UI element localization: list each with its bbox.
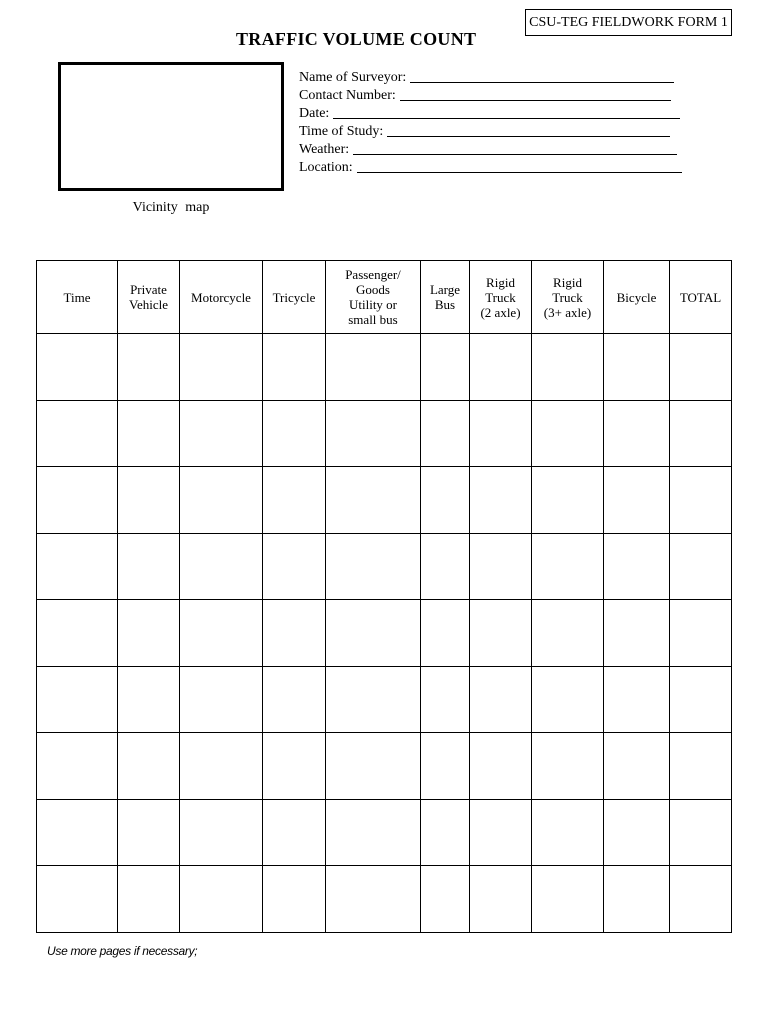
cell-bicycle[interactable] [604,799,670,866]
cell-motorcycle[interactable] [180,600,263,667]
cell-passenger-goods-utility[interactable] [326,600,421,667]
cell-total[interactable] [670,866,732,933]
cell-rigid-truck-2-axle[interactable] [470,600,532,667]
cell-bicycle[interactable] [604,400,670,467]
column-header-rigid-truck-3-axle: Rigid Truck (3+ axle) [532,261,604,334]
table-body [37,334,732,933]
cell-time[interactable] [37,600,118,667]
cell-rigid-truck-2-axle[interactable] [470,334,532,401]
cell-tricycle[interactable] [263,334,326,401]
cell-time[interactable] [37,533,118,600]
cell-large-bus[interactable] [421,666,470,733]
table-row [37,600,732,667]
cell-total[interactable] [670,533,732,600]
cell-tricycle[interactable] [263,666,326,733]
cell-passenger-goods-utility[interactable] [326,733,421,800]
cell-rigid-truck-3-axle[interactable] [532,733,604,800]
cell-tricycle[interactable] [263,467,326,534]
table-row [37,467,732,534]
cell-large-bus[interactable] [421,533,470,600]
surveyor-name-field[interactable] [410,82,674,83]
cell-large-bus[interactable] [421,866,470,933]
cell-rigid-truck-2-axle[interactable] [470,400,532,467]
cell-private-vehicle[interactable] [118,334,180,401]
cell-total[interactable] [670,666,732,733]
cell-bicycle[interactable] [604,467,670,534]
location-label: Location: [299,160,353,175]
cell-rigid-truck-2-axle[interactable] [470,666,532,733]
cell-total[interactable] [670,334,732,401]
cell-private-vehicle[interactable] [118,400,180,467]
table-row [37,400,732,467]
cell-large-bus[interactable] [421,400,470,467]
cell-passenger-goods-utility[interactable] [326,799,421,866]
table-row [37,533,732,600]
cell-large-bus[interactable] [421,600,470,667]
weather-field[interactable] [353,154,677,155]
cell-private-vehicle[interactable] [118,733,180,800]
cell-rigid-truck-3-axle[interactable] [532,400,604,467]
cell-total[interactable] [670,799,732,866]
cell-private-vehicle[interactable] [118,666,180,733]
column-header-tricycle: Tricycle [263,261,326,334]
time-of-study-field[interactable] [387,136,670,137]
table-row [37,866,732,933]
cell-rigid-truck-3-axle[interactable] [532,334,604,401]
cell-bicycle[interactable] [604,666,670,733]
cell-motorcycle[interactable] [180,866,263,933]
cell-total[interactable] [670,467,732,534]
cell-passenger-goods-utility[interactable] [326,866,421,933]
cell-total[interactable] [670,600,732,667]
table-row [37,666,732,733]
cell-tricycle[interactable] [263,400,326,467]
location-row [299,158,689,176]
traffic-count-table [36,260,732,933]
cell-tricycle[interactable] [263,600,326,667]
date-field[interactable] [333,118,680,119]
weather-row [299,140,689,158]
date-label: Date: [299,106,330,121]
cell-large-bus[interactable] [421,334,470,401]
cell-private-vehicle[interactable] [118,533,180,600]
cell-passenger-goods-utility[interactable] [326,533,421,600]
weather-label: Weather: [299,142,350,157]
column-header-motorcycle: Motorcycle [180,261,263,334]
cell-motorcycle[interactable] [180,733,263,800]
cell-tricycle[interactable] [263,733,326,800]
cell-rigid-truck-3-axle[interactable] [532,533,604,600]
column-header-bicycle: Bicycle [604,261,670,334]
table-row [37,799,732,866]
cell-large-bus[interactable] [421,467,470,534]
time-of-study-row [299,122,689,140]
cell-bicycle[interactable] [604,866,670,933]
column-header-time: Time [37,261,118,334]
cell-private-vehicle[interactable] [118,467,180,534]
cell-motorcycle[interactable] [180,334,263,401]
cell-private-vehicle[interactable] [118,866,180,933]
cell-rigid-truck-2-axle[interactable] [470,533,532,600]
time-of-study-label: Time of Study: [299,124,384,139]
cell-tricycle[interactable] [263,866,326,933]
cell-passenger-goods-utility[interactable] [326,666,421,733]
cell-tricycle[interactable] [263,799,326,866]
surveyor-name-row [299,68,689,86]
cell-passenger-goods-utility[interactable] [326,400,421,467]
cell-private-vehicle[interactable] [118,799,180,866]
column-header-passenger-goods-utility: Passenger/ Goods Utility or small bus [326,261,421,334]
cell-time[interactable] [37,799,118,866]
cell-bicycle[interactable] [604,733,670,800]
cell-time[interactable] [37,400,118,467]
cell-rigid-truck-2-axle[interactable] [470,866,532,933]
contact-number-label: Contact Number: [299,88,396,103]
cell-passenger-goods-utility[interactable] [326,467,421,534]
cell-rigid-truck-2-axle[interactable] [470,733,532,800]
cell-rigid-truck-3-axle[interactable] [532,666,604,733]
cell-rigid-truck-3-axle[interactable] [532,866,604,933]
date-row [299,104,689,122]
cell-tricycle[interactable] [263,533,326,600]
table-row [37,733,732,800]
contact-number-row [299,86,689,104]
cell-rigid-truck-3-axle[interactable] [532,799,604,866]
table-header-row [37,261,732,334]
page-title: TRAFFIC VOLUME COUNT [236,29,477,49]
column-header-total: TOTAL [670,261,732,334]
cell-rigid-truck-3-axle[interactable] [532,467,604,534]
contact-number-field[interactable] [400,100,671,101]
cell-motorcycle[interactable] [180,400,263,467]
cell-bicycle[interactable] [604,533,670,600]
cell-total[interactable] [670,400,732,467]
cell-time[interactable] [37,733,118,800]
vicinity-map-caption: Vicinity map [132,200,210,215]
survey-info-block [299,68,689,176]
cell-motorcycle[interactable] [180,467,263,534]
column-header-private-vehicle: Private Vehicle [118,261,180,334]
cell-rigid-truck-3-axle[interactable] [532,600,604,667]
cell-motorcycle[interactable] [180,799,263,866]
cell-total[interactable] [670,733,732,800]
table-row [37,334,732,401]
cell-time[interactable] [37,467,118,534]
footer-note: Use more pages if necessary; [47,944,198,958]
cell-large-bus[interactable] [421,733,470,800]
cell-bicycle[interactable] [604,600,670,667]
column-header-rigid-truck-2-axle: Rigid Truck (2 axle) [470,261,532,334]
cell-time[interactable] [37,666,118,733]
location-field[interactable] [357,172,682,173]
cell-time[interactable] [37,334,118,401]
cell-rigid-truck-2-axle[interactable] [470,799,532,866]
cell-private-vehicle[interactable] [118,600,180,667]
cell-time[interactable] [37,866,118,933]
surveyor-name-label: Name of Surveyor: [299,70,407,85]
cell-passenger-goods-utility[interactable] [326,334,421,401]
cell-motorcycle[interactable] [180,533,263,600]
form-id-label: CSU-TEG FIELDWORK FORM 1 [525,9,732,36]
cell-large-bus[interactable] [421,799,470,866]
vicinity-map-box[interactable] [58,62,284,191]
cell-rigid-truck-2-axle[interactable] [470,467,532,534]
cell-motorcycle[interactable] [180,666,263,733]
cell-bicycle[interactable] [604,334,670,401]
column-header-large-bus: Large Bus [421,261,470,334]
